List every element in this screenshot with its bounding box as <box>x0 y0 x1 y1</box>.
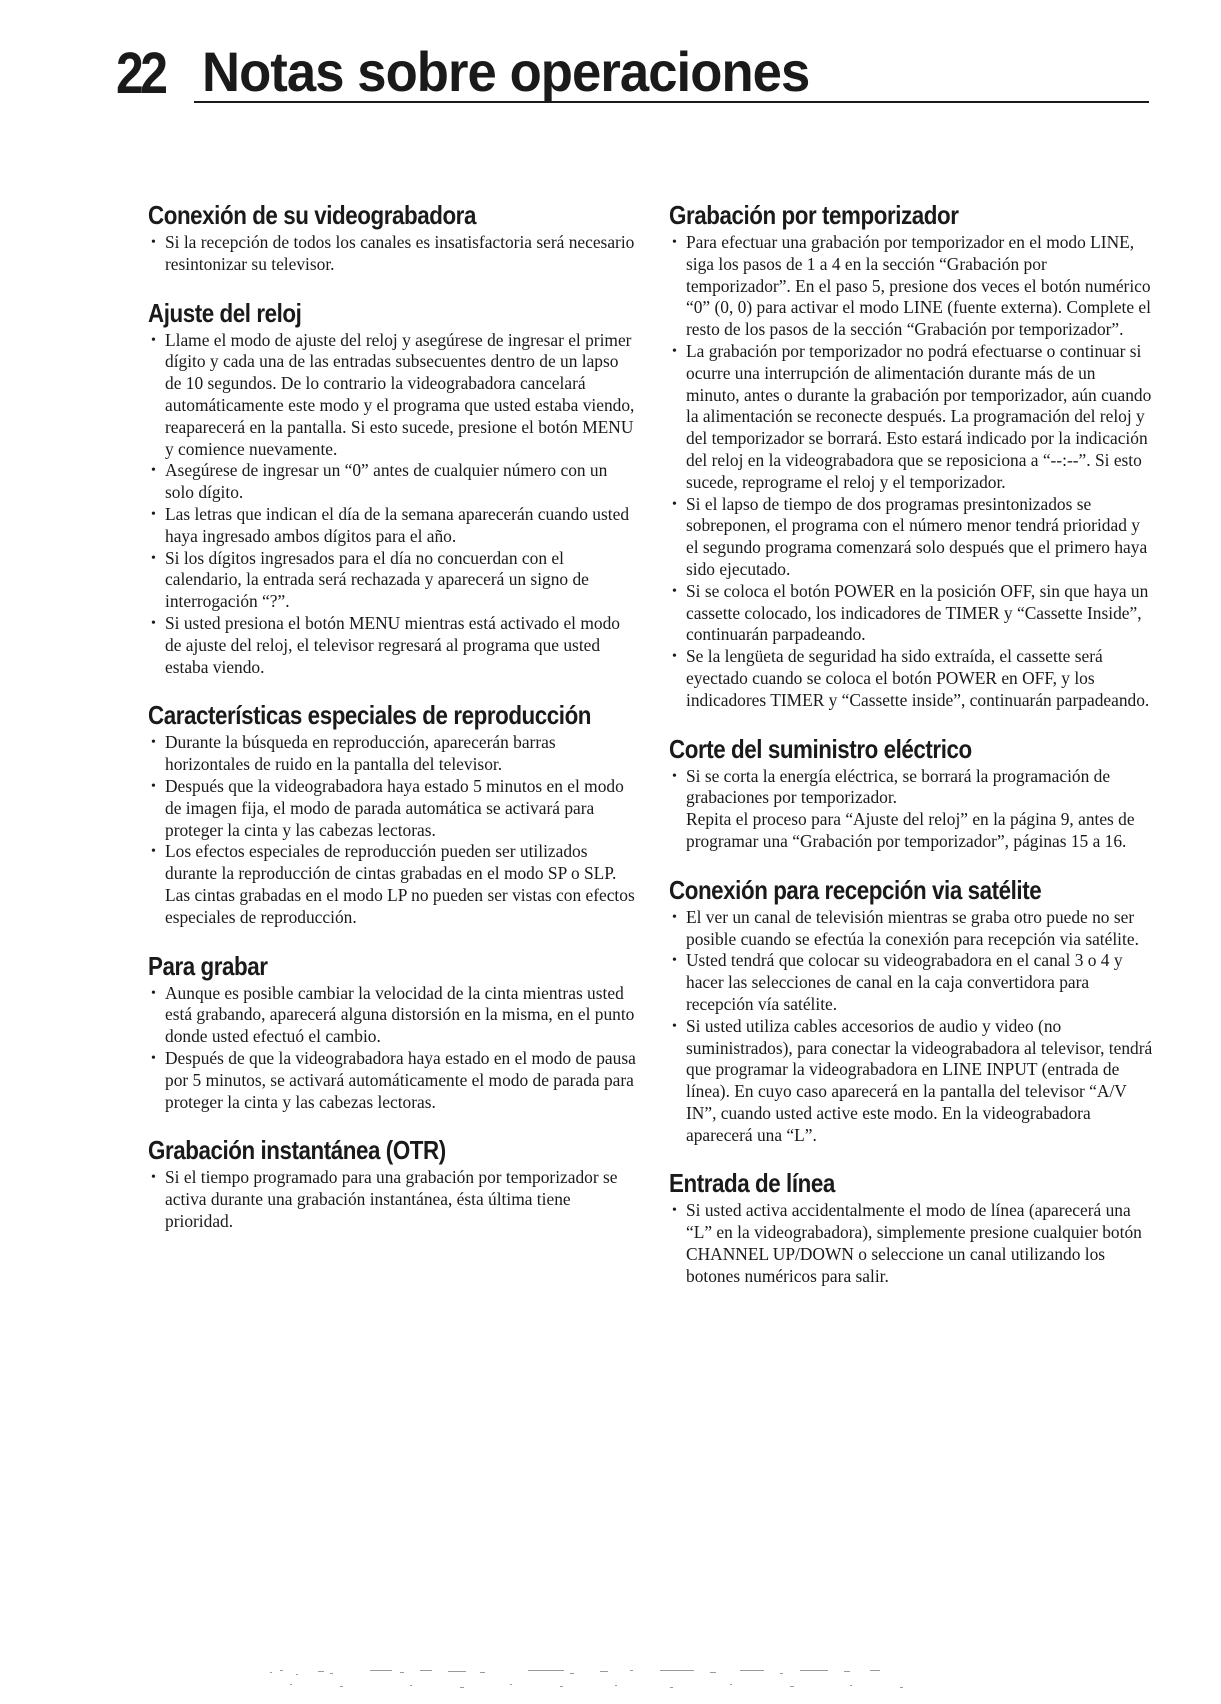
page-title: Notas sobre operaciones <box>202 40 810 103</box>
page-number: 22 <box>116 41 165 106</box>
list-item <box>148 1167 636 1232</box>
bullet-icon: • <box>151 985 156 1001</box>
section-corte-suministro <box>669 734 1153 853</box>
list-item-text: Si los dígitos ingresados para el día no concuerdan con el calendario, la entrada será rechazada y aparecerá un signo de interrogación “?”. <box>165 547 589 612</box>
section-conexion-satelite <box>669 875 1153 1147</box>
list-item <box>669 907 1153 951</box>
bullet-icon: • <box>151 735 156 751</box>
bullet-icon: • <box>672 1018 677 1034</box>
list-item-text: Aunque es posible cambiar la velocidad de la cinta mientras usted está grabando, aparecerá alguna distorsión en la misma, en el punto donde usted efectuó el cambio. <box>165 982 635 1047</box>
list-item <box>669 581 1153 646</box>
list-item <box>148 841 636 928</box>
list-item-text: Si usted presiona el botón MENU mientras está activado el modo de ajuste del reloj, el televisor regresará al programa que usted estaba viendo. <box>165 612 620 677</box>
list-item-text: Si usted activa accidentalmente el modo de línea (aparecerá una “L” en la videograbadora), simplemente presione cualquier botón CHANNEL UP/DOWN o seleccione un canal utilizando los botones numéricos para salir. <box>686 1200 1142 1286</box>
list-item <box>669 341 1153 494</box>
list-item <box>148 983 636 1048</box>
bullet-list <box>148 1167 636 1232</box>
list-item-text: Después de que la videograbadora haya estado en el modo de pausa por 5 minutos, se activará automáticamente el modo de parada para proteger la cinta y las cabezas lectoras. <box>165 1047 636 1112</box>
section-conexion-videograbadora <box>148 200 636 276</box>
bullet-icon: • <box>672 343 677 359</box>
bullet-icon: • <box>672 909 677 925</box>
list-item-continuation: Repita el proceso para “Ajuste del reloj” en la página 9, antes de programar una “Grabación por temporizador”, páginas 15 a 16. <box>686 809 1135 851</box>
section-grabacion-temporizador <box>669 200 1153 712</box>
bullet-list <box>669 1200 1153 1287</box>
bullet-icon: • <box>672 583 677 599</box>
section-heading: Características especiales de reproducción <box>148 700 592 731</box>
list-item-text: Llame el modo de ajuste del reloj y asegúrese de ingresar el primer dígito y cada una de las entradas subsecuentes dentro de un lapso de 10 segundos. De lo contrario la videograbadora cancelará automáticamente este modo y el programa que usted estaba viendo, reaparecerá en la pantalla. Si esto sucede, presione el botón MENU y comience nuevamente. <box>165 329 635 459</box>
bullet-list <box>148 232 636 276</box>
list-item-text: Durante la búsqueda en reproducción, aparecerán barras horizontales de ruido en la pantalla del televisor. <box>165 732 556 775</box>
list-item <box>669 232 1153 341</box>
bullet-icon: • <box>151 550 156 566</box>
section-heading: Corte del suministro eléctrico <box>669 733 972 764</box>
section-grabacion-instantanea <box>148 1135 636 1232</box>
list-item <box>669 1200 1153 1287</box>
scan-artifact <box>270 1668 930 1692</box>
list-item-text: Si el lapso de tiempo de dos programas presintonizados se sobreponen, el programa con el número menor tendrá prioridad y el segundo programa comenzará solo después que el primero haya sido ejecutado. <box>686 493 1148 579</box>
list-item <box>669 1016 1153 1147</box>
bullet-list <box>669 232 1153 712</box>
list-item <box>148 1048 636 1113</box>
bullet-list <box>669 766 1153 853</box>
bullet-icon: • <box>151 1170 156 1186</box>
section-heading: Grabación instantánea (OTR) <box>148 1135 446 1166</box>
bullet-list <box>148 330 636 679</box>
list-item-text: Si se corta la energía eléctrica, se borrará la programación de grabaciones por temporizador. <box>686 765 1111 808</box>
section-para-grabar <box>148 951 636 1114</box>
list-item-text: La grabación por temporizador no podrá efectuarse o continuar si ocurre una interrupción de alimentación durante más de un minuto, antes o durante la grabación por temporizador, aún cuando la alimentación se reconecte después. La programación del reloj y del temporizador se borrará. Esto estará indicado por la indicación del reloj en la videograbadora que se reposiciona a “--:--”. Si esto sucede, reprograme el reloj y el temporizador. <box>686 340 1152 492</box>
bullet-icon: • <box>151 332 156 348</box>
bullet-icon: • <box>672 496 677 512</box>
bullet-list <box>669 907 1153 1147</box>
section-heading: Para grabar <box>148 950 268 981</box>
section-ajuste-reloj <box>148 298 636 679</box>
bullet-icon: • <box>151 506 156 522</box>
list-item-text: Las letras que indican el día de la semana aparecerán cuando usted haya ingresado ambos dígitos para el año. <box>165 503 630 546</box>
section-heading: Conexión de su videograbadora <box>148 200 476 230</box>
section-entrada-linea <box>669 1168 1153 1287</box>
list-item <box>148 330 636 461</box>
list-item <box>148 548 636 613</box>
section-heading: Entrada de línea <box>669 1168 835 1199</box>
bullet-list <box>148 732 636 928</box>
list-item-text: Para efectuar una grabación por temporizador en el modo LINE, siga los pasos de 1 a 4 en la sección “Grabación por temporizador”. En el paso 5, presione dos veces el botón numérico “0” (0, 0) para activar el modo LINE (fuente externa). Complete el resto de los pasos de la sección “Grabación por temporizador”. <box>686 232 1151 340</box>
bullet-icon: • <box>672 235 677 250</box>
list-item-text: Los efectos especiales de reproducción pueden ser utilizados durante la reproducción de cintas grabadas en el modo SP o SLP. Las cintas grabadas en el modo LP no pueden ser vistas con efectos especiales de reproducción. <box>165 841 635 927</box>
list-item <box>669 494 1153 581</box>
section-heading: Conexión para recepción via satélite <box>669 874 1042 905</box>
list-item-text: Si el tiempo programado para una grabación por temporizador se activa durante una grabación instantánea, ésta última tiene prioridad. <box>165 1167 618 1231</box>
page-header <box>116 40 1149 106</box>
bullet-icon: • <box>672 768 677 784</box>
list-item <box>669 766 1153 853</box>
bullet-icon: • <box>151 235 156 250</box>
bullet-icon: • <box>672 649 677 665</box>
bullet-icon: • <box>151 463 156 479</box>
left-column <box>148 200 636 1255</box>
bullet-icon: • <box>151 615 156 631</box>
list-item-text: Asegúrese de ingresar un “0” antes de cualquier número con un solo dígito. <box>165 460 608 503</box>
title-underline <box>194 101 1149 103</box>
list-item-text: Si la recepción de todos los canales es insatisfactoria será necesario resintonizar su televisor. <box>165 232 635 274</box>
list-item <box>148 232 636 276</box>
list-item-text: Después que la videograbadora haya estado 5 minutos en el modo de imagen fija, el modo de parada automática se activará para proteger la cinta y las cabezas lectoras. <box>165 775 624 840</box>
list-item <box>669 950 1153 1015</box>
list-item-text: El ver un canal de televisión mientras se graba otro puede no ser posible cuando se efectúa la conexión para recepción via satélite. <box>686 906 1139 949</box>
section-heading: Grabación por temporizador <box>669 200 959 230</box>
bullet-icon: • <box>151 778 156 794</box>
bullet-icon: • <box>151 1050 156 1066</box>
list-item-text: Usted tendrá que colocar su videograbadora en el canal 3 o 4 y hacer las selecciones de canal en la caja convertidora para recepción vía satélite. <box>686 950 1123 1014</box>
bullet-icon: • <box>672 1203 677 1219</box>
list-item <box>148 613 636 678</box>
list-item-text: Si se coloca el botón POWER en la posición OFF, sin que haya un cassette colocado, los indicadores de TIMER y “Cassette Inside”, continuarán parpadeando. <box>686 580 1149 645</box>
list-item <box>148 504 636 548</box>
list-item-text: Se la lengüeta de seguridad ha sido extraída, el cassette será eyectado cuando se coloca el botón POWER en OFF, y los indicadores TIMER y “Cassette inside”, continuarán parpadeando. <box>686 646 1150 710</box>
list-item-text: Si usted utiliza cables accesorios de audio y video (no suministrados), para conectar la videograbadora al televisor, tendrá que programar la videograbadora en LINE INPUT (entrada de línea). En cuyo caso aparecerá en la pantalla del televisor “A/V IN”, cuando usted active este modo. En la videograbadora aparecerá una “L”. <box>686 1015 1153 1145</box>
list-item <box>669 646 1153 711</box>
list-item <box>148 460 636 504</box>
section-heading: Ajuste del reloj <box>148 297 302 328</box>
list-item <box>148 732 636 776</box>
right-column <box>669 200 1153 1310</box>
bullet-icon: • <box>151 844 156 860</box>
section-caracteristicas-reproduccion <box>148 700 636 928</box>
list-item <box>148 776 636 841</box>
bullet-list <box>148 983 636 1114</box>
bullet-icon: • <box>672 953 677 969</box>
